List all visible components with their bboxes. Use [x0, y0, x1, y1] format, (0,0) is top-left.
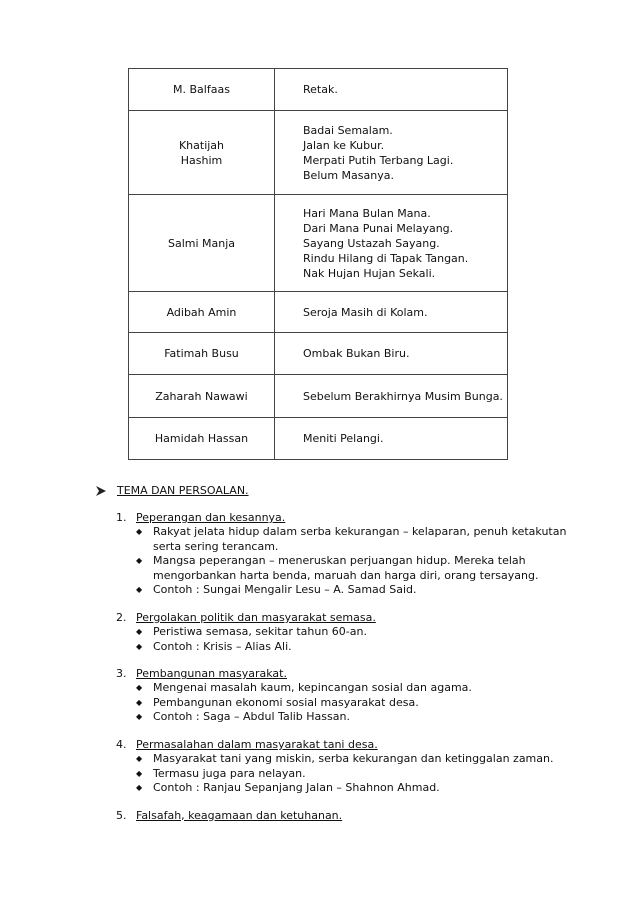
work-title: Meniti Pelangi. — [303, 432, 384, 445]
diamond-bullet-icon: ◆ — [136, 626, 143, 636]
work-title: Sebelum Berakhirnya Musim Bunga. — [303, 389, 503, 403]
bullet-text-line: Mangsa peperangan – meneruskan perjuangan hidup. Mereka telah — [153, 554, 526, 568]
works-cell — [275, 111, 508, 195]
topic-title-text: Pergolakan politik dan masyarakat semasa. — [136, 610, 376, 624]
diamond-bullet-icon: ◆ — [136, 697, 143, 707]
bullet-text-line: Contoh : Saga – Abdul Talib Hassan. — [153, 710, 350, 724]
bullet-text-line: Contoh : Krisis – Alias Ali. — [153, 639, 292, 653]
author-name-line: Hashim — [180, 153, 223, 167]
works-cell — [275, 333, 508, 375]
topic-title-text: Peperangan dan kesannya. — [136, 511, 286, 524]
work-title: Retak. — [303, 83, 338, 96]
author-name-line: Khatijah — [178, 138, 225, 152]
work-title: Merpati Putih Terbang Lagi. — [303, 153, 454, 167]
bullet-text-line: Rakyat jelata hidup dalam serba kekurangan – kelaparan, penuh ketakutan — [153, 525, 567, 538]
topic-title-text: Pembangunan masyarakat. — [136, 667, 287, 681]
work-title: Jalan ke Kubur. — [303, 138, 385, 152]
work-title: Sayang Ustazah Sayang. — [303, 236, 440, 250]
bullet-text — [153, 710, 350, 725]
works-cell — [275, 69, 508, 111]
topic-item — [116, 610, 616, 654]
arrow-bullet-icon — [95, 485, 107, 497]
author-name-line: M. Balfaas — [173, 83, 230, 96]
bullet-item — [116, 554, 616, 583]
author-name-line: Fatimah Busu — [164, 347, 239, 360]
work-title: Rindu Hilang di Tapak Tangan. — [303, 251, 469, 265]
bullet-text-line: Contoh : Sungai Mengalir Lesu – A. Samad Said. — [153, 583, 417, 597]
bullet-item — [116, 696, 616, 711]
work-title: Ombak Bukan Biru. — [303, 347, 410, 360]
bullet-text-line: Pembangunan ekonomi sosial masyarakat desa. — [153, 695, 419, 709]
topic-number: 1. — [116, 511, 127, 524]
diamond-bullet-icon: ◆ — [136, 585, 143, 595]
topic-number: 4. — [116, 737, 127, 751]
topic-title-text: Permasalahan dalam masyarakat tani desa. — [136, 737, 378, 751]
topic-title — [116, 666, 616, 681]
bullet-text — [153, 696, 419, 711]
works-cell — [275, 195, 508, 292]
bullet-item — [116, 781, 616, 796]
work-title: Nak Hujan Hujan Sekali. — [303, 266, 436, 280]
work-title: Belum Masanya. — [303, 168, 394, 182]
bullet-text-line: Termasu juga para nelayan. — [153, 766, 306, 780]
bullet-item — [116, 525, 616, 554]
bullet-item — [116, 681, 616, 696]
diamond-bullet-icon: ◆ — [136, 712, 143, 722]
topic-number: 3. — [116, 667, 127, 681]
bullet-list — [116, 525, 616, 598]
diamond-bullet-icon: ◆ — [136, 641, 143, 651]
bullet-text-line: serta sering terancam. — [153, 539, 279, 553]
diamond-bullet-icon: ◆ — [136, 768, 143, 778]
bullet-list — [116, 681, 616, 725]
author-works-table — [128, 68, 508, 460]
author-cell — [129, 292, 275, 333]
diamond-bullet-icon: ◆ — [136, 753, 143, 763]
works-cell — [275, 418, 508, 460]
bullet-text — [153, 525, 566, 554]
work-title: Seroja Masih di Kolam. — [303, 305, 428, 319]
bullet-text — [153, 625, 367, 640]
bullet-text — [153, 583, 417, 598]
bullet-item — [116, 752, 616, 767]
bullet-text — [153, 752, 553, 767]
topic-list — [116, 510, 616, 835]
topic-number: 2. — [116, 610, 127, 624]
bullet-item — [116, 640, 616, 655]
author-cell — [129, 375, 275, 418]
author-cell — [129, 195, 275, 292]
diamond-bullet-icon: ◆ — [136, 527, 143, 536]
author-cell — [129, 69, 275, 111]
table-row — [129, 375, 508, 418]
topic-item — [116, 737, 616, 796]
topic-title-text: Falsafah, keagamaan dan ketuhanan. — [136, 808, 343, 822]
work-title: Hari Mana Bulan Mana. — [303, 206, 431, 220]
author-cell — [129, 111, 275, 195]
bullet-text-line: Contoh : Ranjau Sepanjang Jalan – Shahnon Ahmad. — [153, 781, 440, 795]
bullet-text — [153, 554, 538, 583]
topic-title — [116, 737, 616, 752]
bullet-text-line: Peristiwa semasa, sekitar tahun 60-an. — [153, 624, 367, 638]
bullet-list — [116, 752, 616, 796]
bullet-text — [153, 781, 440, 796]
bullet-text — [153, 640, 292, 655]
topic-item — [116, 808, 616, 823]
bullet-text-line: Mengenai masalah kaum, kepincangan sosial dan agama. — [153, 681, 472, 695]
bullet-item — [116, 710, 616, 725]
bullet-text — [153, 681, 472, 696]
author-cell — [129, 418, 275, 460]
topic-title — [116, 510, 616, 525]
bullet-item — [116, 583, 616, 598]
table-row — [129, 333, 508, 375]
diamond-bullet-icon: ◆ — [136, 783, 143, 793]
author-name-line: Zaharah Nawawi — [155, 389, 248, 403]
bullet-text-line: Masyarakat tani yang miskin, serba kekurangan dan ketinggalan zaman. — [153, 751, 554, 765]
section-heading-text: TEMA DAN PERSOALAN. — [117, 484, 249, 497]
works-cell — [275, 292, 508, 333]
table-row — [129, 195, 508, 292]
work-title: Badai Semalam. — [303, 123, 393, 137]
topic-title — [116, 808, 616, 823]
table-row — [129, 292, 508, 333]
section-heading — [95, 484, 249, 497]
bullet-text — [153, 767, 306, 782]
table-row — [129, 418, 508, 460]
works-cell — [275, 375, 508, 418]
bullet-item — [116, 625, 616, 640]
topic-item — [116, 510, 616, 598]
author-cell — [129, 333, 275, 375]
bullet-text-line: mengorbankan harta benda, maruah dan harga diri, orang tersayang. — [153, 568, 539, 582]
table-row — [129, 69, 508, 111]
work-title: Dari Mana Punai Melayang. — [303, 221, 454, 235]
author-name-line: Salmi Manja — [167, 236, 236, 250]
bullet-list — [116, 625, 616, 654]
topic-number: 5. — [116, 808, 127, 822]
bullet-item — [116, 767, 616, 782]
table-row — [129, 111, 508, 195]
topic-item — [116, 666, 616, 725]
author-name-line: Hamidah Hassan — [154, 432, 249, 445]
diamond-bullet-icon: ◆ — [136, 556, 143, 566]
topic-title — [116, 610, 616, 625]
author-name-line: Adibah Amin — [166, 305, 237, 319]
diamond-bullet-icon: ◆ — [136, 683, 143, 693]
